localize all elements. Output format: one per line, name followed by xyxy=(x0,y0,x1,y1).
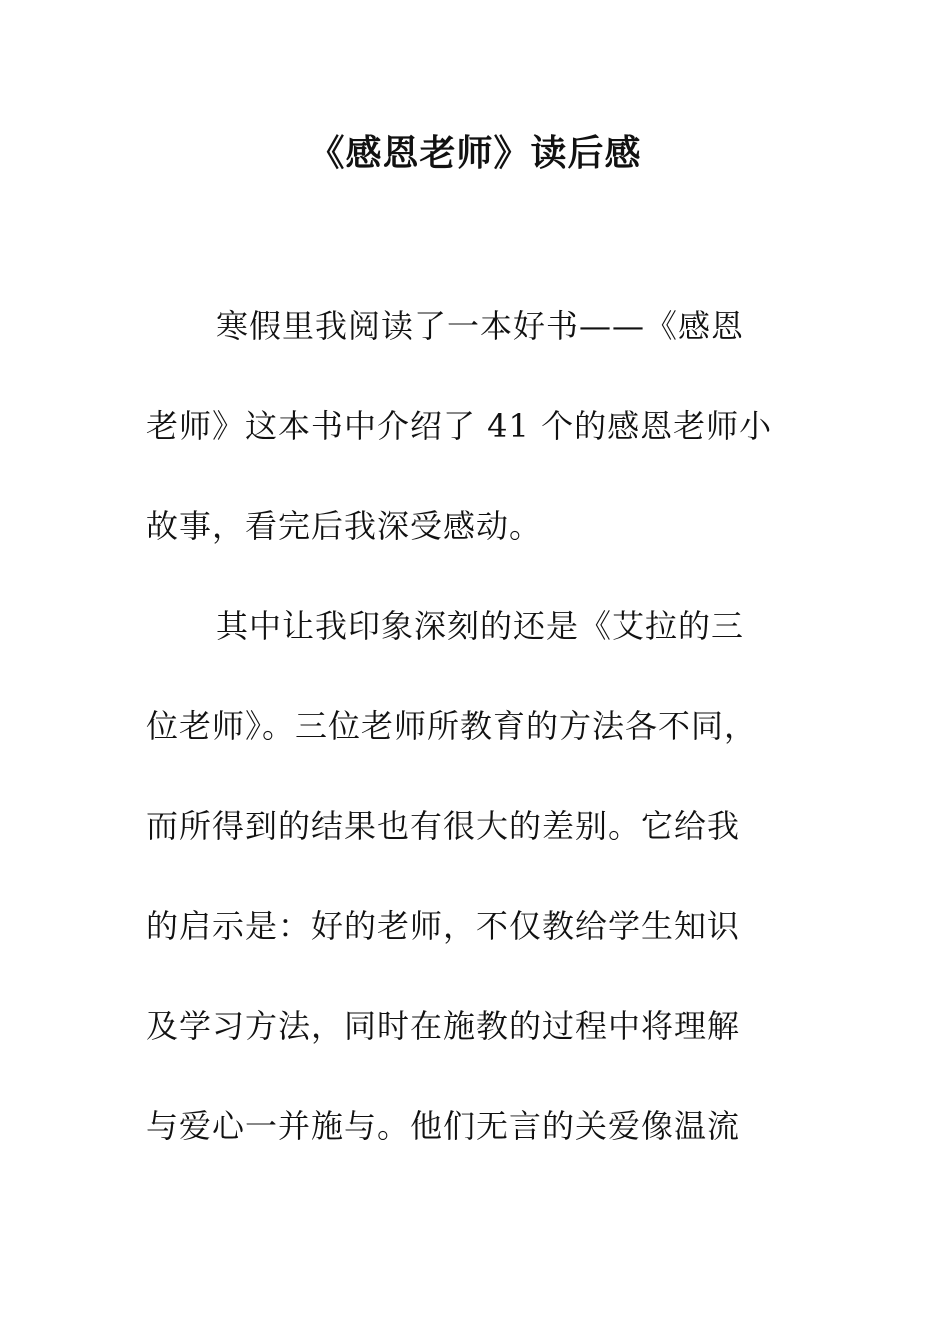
paragraph-2-line-5: 及学习方法，同时在施教的过程中将理解 xyxy=(146,1007,741,1045)
paragraph-2-line-2: 位老师》。三位老师所教育的方法各不同， xyxy=(146,707,758,745)
paragraph-1-line-1: 寒假里我阅读了一本好书——《感恩 xyxy=(216,307,745,345)
document-title: 《感恩老师》读后感 xyxy=(308,133,642,174)
paragraph-2-line-4: 的启示是：好的老师，不仅教给学生知识 xyxy=(146,907,741,945)
paragraph-2-line-1: 其中让我印象深刻的还是《艾拉的三 xyxy=(216,607,745,645)
paragraph-1-line-2: 老师》这本书中介绍了 41 个的感恩老师小 xyxy=(146,407,773,445)
paragraph-1-line-3: 故事，看完后我深受感动。 xyxy=(146,507,543,545)
paragraph-2-line-6: 与爱心一并施与。他们无言的关爱像温流 xyxy=(146,1107,741,1145)
paragraph-2-line-3: 而所得到的结果也有很大的差别。它给我 xyxy=(146,807,741,845)
document-body xyxy=(146,298,806,1198)
